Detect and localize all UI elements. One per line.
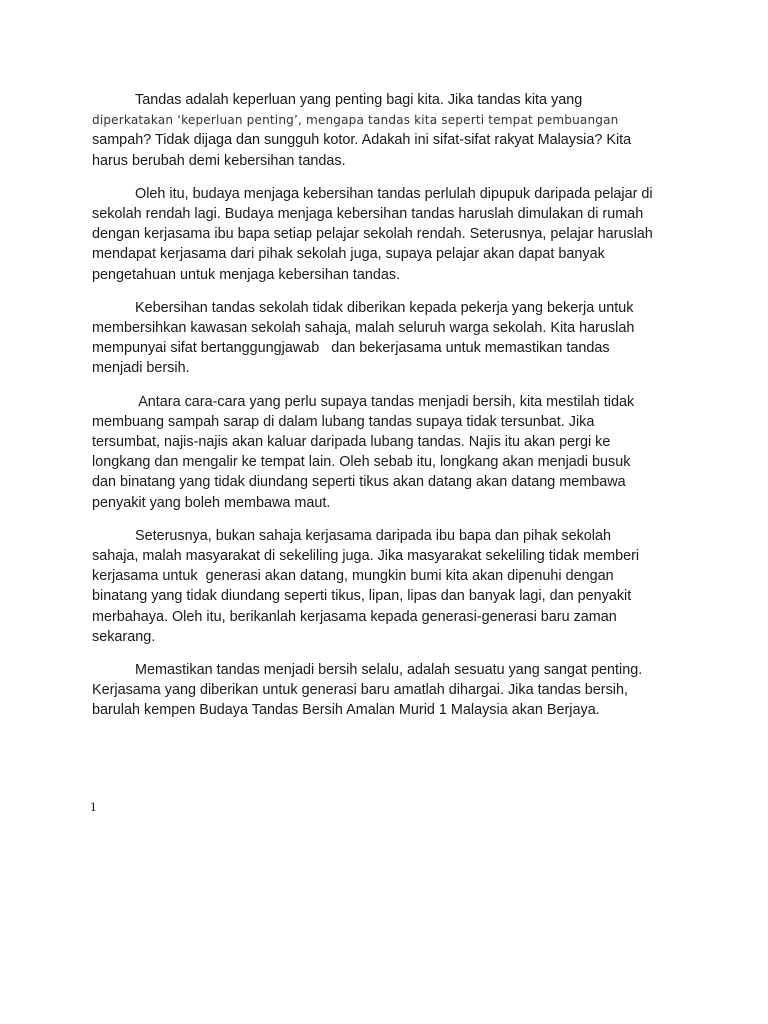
text-line: membersihkan kawasan sekolah sahaja, malah seluruh warga sekolah. Kita haruslah bbox=[92, 320, 635, 337]
text-line: binatang yang tidak diundang seperti tikus, lipan, lipas dan banyak lagi, dan penyakit bbox=[92, 588, 632, 605]
document-body bbox=[92, 90, 692, 734]
text-line: pengetahuan untuk menjaga kebersihan tandas. bbox=[92, 266, 401, 283]
text-line: harus berubah demi kebersihan tandas. bbox=[92, 152, 346, 169]
paragraph-4 bbox=[92, 392, 692, 513]
text-line: mendapat kerjasama dari pihak sekolah juga, supaya pelajar akan dapat banyak bbox=[92, 246, 605, 263]
text-line: diperkatakan ‘keperluan penting’, mengapa tandas kita seperti tempat pembuangan bbox=[92, 113, 619, 128]
text-line: dengan kerjasama ibu bapa setiap pelajar sekolah rendah. Seterusnya, pelajar haruslah bbox=[92, 226, 653, 243]
text-line: sahaja, malah masyarakat di sekeliling juga. Jika masyarakat sekeliling tidak memberi bbox=[92, 548, 640, 565]
paragraph-5 bbox=[92, 526, 692, 647]
text-line: barulah kempen Budaya Tandas Bersih Amalan Murid 1 Malaysia akan Berjaya. bbox=[92, 702, 600, 719]
text-line: kerjasama untuk generasi akan datang, mungkin bumi kita akan dipenuhi dengan bbox=[92, 568, 614, 585]
text-line: Kebersihan tandas sekolah tidak diberikan kepada pekerja yang bekerja untuk bbox=[135, 299, 634, 316]
page-number: 1 bbox=[90, 799, 97, 814]
text-line: dan binatang yang tidak diundang seperti tikus akan datang akan datang membawa bbox=[92, 474, 626, 491]
paragraph-1 bbox=[92, 90, 692, 171]
text-line: Memastikan tandas menjadi bersih selalu, adalah sesuatu yang sangat penting. bbox=[135, 662, 643, 679]
text-line: Tandas adalah keperluan yang penting bagi kita. Jika tandas kita yang bbox=[135, 92, 583, 108]
text-line: Oleh itu, budaya menjaga kebersihan tandas perlulah dipupuk daripada pelajar di bbox=[135, 185, 653, 202]
text-line: longkang dan mengalir ke tempat lain. Oleh sebab itu, longkang akan menjadi busuk bbox=[92, 454, 631, 471]
text-line: membuang sampah sarap di dalam lubang tandas supaya tidak tersunbat. Jika bbox=[92, 413, 595, 430]
paragraph-2 bbox=[92, 184, 692, 285]
text-line: menjadi bersih. bbox=[92, 360, 190, 377]
text-line: merbahaya. Oleh itu, berikanlah kerjasama kepada generasi-generasi baru zaman bbox=[92, 608, 617, 625]
text-line: Kerjasama yang diberikan untuk generasi baru amatlah dihargai. Jika tandas bersih, bbox=[92, 682, 628, 699]
paragraph-6 bbox=[92, 660, 692, 721]
text-line: penyakit yang boleh membawa maut. bbox=[92, 494, 331, 511]
text-line: mempunyai sifat bertanggungjawab dan bekerjasama untuk memastikan tandas bbox=[92, 340, 610, 357]
text-line: sekolah rendah lagi. Budaya menjaga kebersihan tandas haruslah dimulakan di rumah bbox=[92, 206, 644, 223]
text-line: Seterusnya, bukan sahaja kerjasama daripada ibu bapa dan pihak sekolah bbox=[135, 527, 612, 544]
text-line: sampah? Tidak dijaga dan sungguh kotor. Adakah ini sifat-sifat rakyat Malaysia? Kita bbox=[92, 132, 632, 149]
paragraph-3 bbox=[92, 298, 692, 379]
text-line: tersumbat, najis-najis akan kaluar daripada lubang tandas. Najis itu akan pergi ke bbox=[92, 434, 611, 451]
text-line: sekarang. bbox=[92, 628, 156, 645]
text-line: Antara cara-cara yang perlu supaya tandas menjadi bersih, kita mestilah tidak bbox=[135, 393, 635, 410]
